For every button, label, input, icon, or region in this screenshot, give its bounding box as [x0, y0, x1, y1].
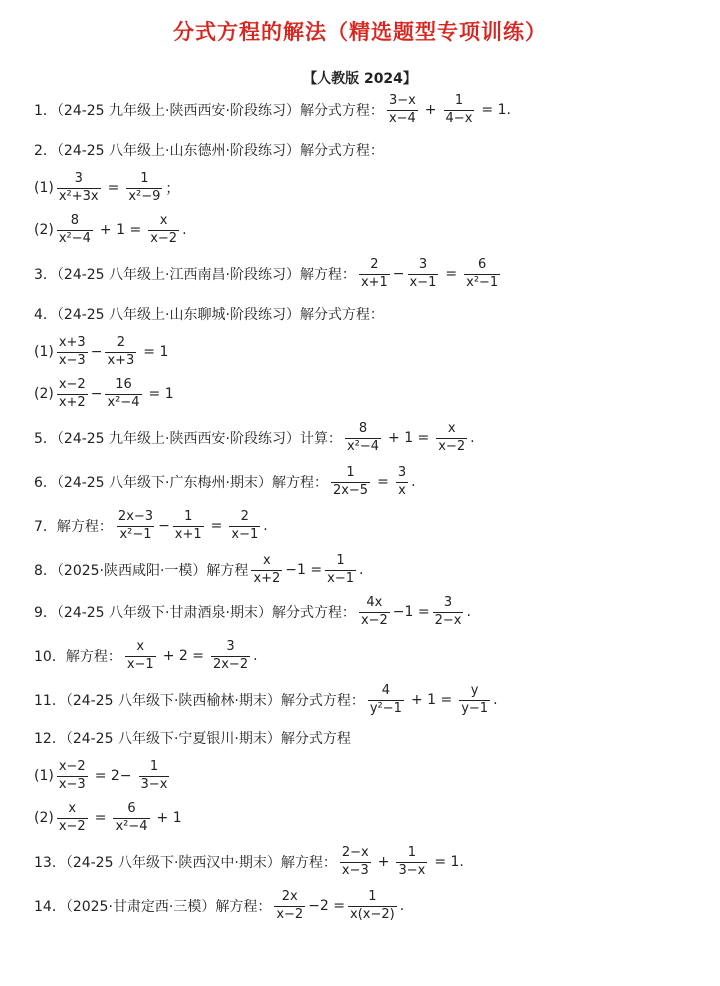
- fraction: $\frac{x-2}{x-3}$: [58, 759, 86, 792]
- problem-12-part-1: (1) $\frac{x-2}{x-3}$ = 2− $\frac{1}{3-x}$: [34, 759, 168, 792]
- fraction: $\frac{3}{\text{x²+3x}}$: [58, 171, 99, 204]
- fraction: $\frac{1}{x+1}$: [174, 509, 202, 542]
- problem-2-part-1: (1) $\frac{3}{\text{x²+3x}}$ = $\frac{1}{\text{x²−9}}$ ；: [34, 171, 180, 204]
- problem-10: 10．解方程： $\frac{x}{x-1}$ + 2 = $\frac{3}{2x-2}$ .: [34, 639, 258, 672]
- problem-label: 8．（2025·陕西咸阳·一模）解方程: [34, 563, 249, 579]
- problem-12: [34, 718, 351, 758]
- fraction: $\frac{8}{\text{x²−4}}$: [346, 421, 380, 454]
- fraction: $\frac{2x}{x-2}$: [276, 889, 304, 922]
- problem-4-part-2: (2) $\frac{x-2}{x+2}$ − $\frac{16}{\text{x²−4}}$ = 1: [34, 377, 174, 410]
- problem-label: 6．（24-25 八年级下·广东梅州·期末）解方程：: [34, 475, 328, 491]
- problem-4-part-1: (1) $\frac{x+3}{x-3}$ − $\frac{2}{x+3}$ = 1: [34, 335, 169, 368]
- problem-label: 13．（24-25 八年级下·陕西汉中·期末）解方程：: [34, 855, 337, 871]
- problem-1: 1．（24-25 九年级上·陕西西安·阶段练习）解分式方程： $\frac{3-x}{x-4}$ + $\frac{1}{4-x}$ = 1.: [34, 93, 511, 126]
- problem-5: 5．（24-25 九年级上·陕西西安·阶段练习）计算： $\frac{8}{\text{x²−4}}$ + 1 = $\frac{x}{x-2}$ .: [34, 421, 475, 454]
- edition-label: 【人教版 2024】: [303, 71, 417, 87]
- problem-label: 10．解方程：: [34, 649, 122, 665]
- fraction: $\frac{1}{x-1}$: [327, 553, 354, 586]
- problem-label: 1．（24-25 九年级上·陕西西安·阶段练习）解分式方程：: [34, 103, 384, 119]
- page-title: 分式方程的解法（精选题型专项训练）: [173, 20, 547, 44]
- fraction: $\frac{2}{x+1}$: [360, 257, 388, 290]
- fraction: $\frac{2}{x+3}$: [107, 335, 135, 368]
- problem-label: 3．（24-25 八年级上·江西南昌·阶段练习）解方程：: [34, 267, 356, 283]
- fraction: $\frac{x}{x-2}$: [150, 213, 178, 246]
- fraction: $\frac{1}{\text{x²−9}}$: [128, 171, 161, 204]
- fraction: $\frac{1}{3-x}$: [398, 845, 426, 878]
- problem-3: 3．（24-25 八年级上·江西南昌·阶段练习）解方程： $\frac{2}{x+1}$ − $\frac{3}{x-1}$ = $\frac{6}{\text{x²−1}}$: [34, 257, 499, 290]
- problem-label: 4．（24-25 八年级上·山东聊城·阶段练习）解分式方程：: [34, 307, 384, 323]
- problem-13: 13．（24-25 八年级下·陕西汉中·期末）解方程： $\frac{2-x}{x-3}$ + $\frac{1}{3-x}$ = 1.: [34, 845, 464, 878]
- fraction: $\frac{1}{x(x-2)}$: [350, 889, 395, 922]
- problem-12-part-2: (2) $\frac{x}{x-2}$ = $\frac{6}{\text{x²−4}}$ + 1: [34, 801, 182, 834]
- fraction: $\frac{1}{2x-5}$: [332, 465, 369, 498]
- fraction: $\frac{3}{x}$: [397, 465, 407, 498]
- fraction: $\frac{x-2}{x+2}$: [58, 377, 86, 410]
- problem-label: 14．（2025·甘肃定西·三模）解方程：: [34, 899, 272, 915]
- problem-11: 11．（24-25 八年级下·陕西榆林·期末）解分式方程： $\frac{4}{\text{y²−1}}$ + 1 = $\frac{y}{y-1}$ .: [34, 683, 498, 716]
- problem-label: 7．解方程：: [34, 519, 113, 535]
- fraction: $\frac{3}{x-1}$: [409, 257, 437, 290]
- fraction: $\frac{4x}{x-2}$: [360, 595, 388, 628]
- fraction: $\frac{x}{x-1}$: [126, 639, 154, 672]
- fraction: $\frac{1}{3-x}$: [140, 759, 168, 792]
- problem-8: 8．（2025·陕西咸阳·一模）解方程 $\frac{x}{x+2}$ −1 = $\frac{1}{x-1}$ .: [34, 553, 364, 586]
- fraction: $\frac{3-x}{x-4}$: [388, 93, 416, 126]
- fraction: $\frac{y}{y-1}$: [461, 683, 489, 716]
- problem-2-part-2: (2) $\frac{8}{\text{x²−4}}$ + 1 = $\frac{x}{x-2}$ .: [34, 213, 187, 246]
- fraction: $\frac{x}{x-2}$: [438, 421, 466, 454]
- fraction: $\frac{2x-3}{\text{x²−1}}$: [117, 509, 154, 542]
- fraction: $\frac{3}{2x-2}$: [212, 639, 249, 672]
- fraction: $\frac{2}{x-1}$: [231, 509, 259, 542]
- fraction: $\frac{x+3}{x-3}$: [58, 335, 86, 368]
- problem-7: 7．解方程： $\frac{2x-3}{\text{x²−1}}$ − $\frac{1}{x+1}$ = $\frac{2}{x-1}$ .: [34, 509, 268, 542]
- fraction: $\frac{x}{x-2}$: [58, 801, 86, 834]
- problem-label: 2．（24-25 八年级上·山东德州·阶段练习）解分式方程：: [34, 143, 384, 159]
- problem-label: 12．（24-25 八年级下·宁夏银川·期末）解分式方程: [34, 731, 351, 747]
- fraction: $\frac{6}{\text{x²−1}}$: [466, 257, 499, 290]
- problem-4: [34, 294, 384, 334]
- fraction: $\frac{1}{4-x}$: [445, 93, 473, 126]
- problem-6: 6．（24-25 八年级下·广东梅州·期末）解方程： $\frac{1}{2x-5}$ = $\frac{3}{x}$ .: [34, 465, 416, 498]
- fraction: $\frac{4}{\text{y²−1}}$: [369, 683, 402, 716]
- fraction: $\frac{2-x}{x-3}$: [341, 845, 369, 878]
- problem-14: 14．（2025·甘肃定西·三模）解方程： $\frac{2x}{x-2}$ −2 = $\frac{1}{x(x-2)}$ .: [34, 889, 405, 922]
- fraction: $\frac{x}{x+2}$: [253, 553, 281, 586]
- fraction: $\frac{16}{\text{x²−4}}$: [107, 377, 140, 410]
- fraction: $\frac{3}{2-x}$: [434, 595, 462, 628]
- problem-label: 9．（24-25 八年级下·甘肃酒泉·期末）解分式方程：: [34, 605, 356, 621]
- problem-label: 5．（24-25 九年级上·陕西西安·阶段练习）计算：: [34, 431, 342, 447]
- fraction: $\frac{6}{\text{x²−4}}$: [115, 801, 148, 834]
- problem-label: 11．（24-25 八年级下·陕西榆林·期末）解分式方程：: [34, 693, 365, 709]
- problem-2: [34, 130, 384, 170]
- problem-9: 9．（24-25 八年级下·甘肃酒泉·期末）解分式方程： $\frac{4x}{x-2}$ −1 = $\frac{3}{2-x}$ .: [34, 595, 471, 628]
- fraction: $\frac{8}{\text{x²−4}}$: [58, 213, 91, 246]
